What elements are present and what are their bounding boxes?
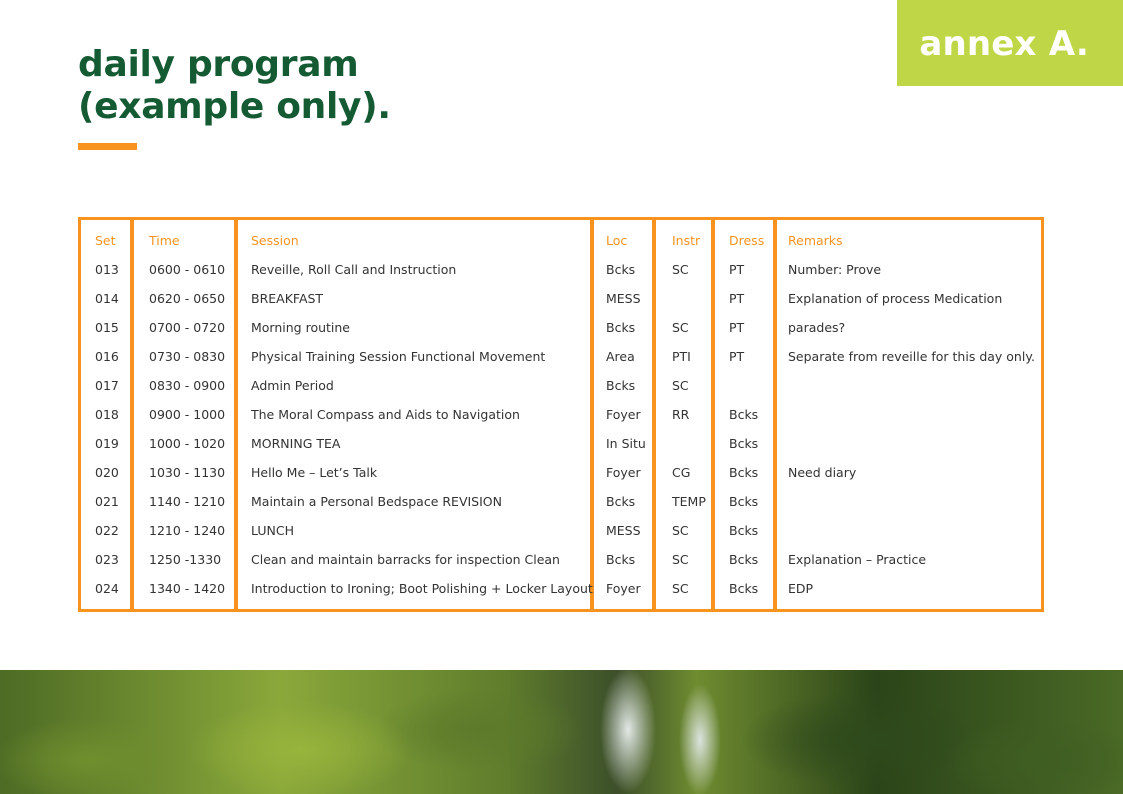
cell-remarks: Explanation – Practice	[788, 552, 927, 567]
cell-time: 0730 - 0830	[149, 349, 226, 364]
cell-time: 1140 - 1210	[149, 494, 226, 509]
cell-set: 016	[95, 349, 119, 364]
cell-time: 1250 -1330	[149, 552, 222, 567]
page-title-line-2: (example only).	[78, 86, 391, 127]
header-session: Session	[251, 233, 299, 248]
annex-label: annex A.	[919, 24, 1089, 64]
page-title-line-1: daily program	[78, 44, 359, 85]
cell-set: 022	[95, 523, 119, 538]
cell-set: 024	[95, 581, 119, 596]
cell-instr: PTI	[672, 349, 691, 364]
cell-loc: MESS	[606, 291, 641, 306]
cell-time: 0700 - 0720	[149, 320, 226, 335]
cell-loc: Bcks	[606, 378, 636, 393]
title-accent-bar	[78, 143, 137, 150]
cell-remarks: Separate from reveille for this day only.	[788, 349, 1035, 364]
cell-loc: Bcks	[606, 552, 636, 567]
cell-session: MORNING TEA	[251, 436, 341, 451]
cell-set: 019	[95, 436, 119, 451]
header-dress: Dress	[729, 233, 765, 248]
cell-dress: Bcks	[729, 494, 759, 509]
cell-loc: Foyer	[606, 581, 641, 596]
cell-loc: Foyer	[606, 465, 641, 480]
cell-time: 1340 - 1420	[149, 581, 226, 596]
cell-instr: TEMP	[672, 494, 706, 509]
cell-dress: Bcks	[729, 465, 759, 480]
cell-loc: Foyer	[606, 407, 641, 422]
cell-set: 017	[95, 378, 119, 393]
cell-session: LUNCH	[251, 523, 294, 538]
cell-dress: PT	[729, 262, 745, 277]
cell-session: Maintain a Personal Bedspace REVISION	[251, 494, 502, 509]
cell-instr: SC	[672, 552, 689, 567]
cell-dress: Bcks	[729, 552, 759, 567]
cell-set: 015	[95, 320, 119, 335]
cell-set: 018	[95, 407, 119, 422]
waterfall-forest-photo	[0, 670, 1123, 794]
cell-time: 0600 - 0610	[149, 262, 226, 277]
cell-loc: Bcks	[606, 494, 636, 509]
cell-instr: SC	[672, 262, 689, 277]
cell-dress: Bcks	[729, 407, 759, 422]
cell-session: Admin Period	[251, 378, 334, 393]
cell-session: Hello Me – Let’s Talk	[251, 465, 378, 480]
cell-loc: Bcks	[606, 320, 636, 335]
cell-instr: SC	[672, 378, 689, 393]
cell-loc: MESS	[606, 523, 641, 538]
cell-remarks: Need diary	[788, 465, 857, 480]
cell-instr: CG	[672, 465, 691, 480]
cell-dress: Bcks	[729, 581, 759, 596]
cell-set: 013	[95, 262, 119, 277]
cell-remarks: EDP	[788, 581, 814, 596]
cell-time: 0900 - 1000	[149, 407, 226, 422]
cell-instr: SC	[672, 320, 689, 335]
cell-time: 1210 - 1240	[149, 523, 226, 538]
cell-loc: Bcks	[606, 262, 636, 277]
cell-session: Clean and maintain barracks for inspection Clean	[251, 552, 560, 567]
cell-dress: PT	[729, 320, 745, 335]
cell-set: 020	[95, 465, 119, 480]
cell-time: 0620 - 0650	[149, 291, 226, 306]
header-instr: Instr	[672, 233, 701, 248]
cell-loc: In Situ	[606, 436, 646, 451]
cell-remarks: parades?	[788, 320, 846, 335]
cell-session: Physical Training Session Functional Movement	[251, 349, 546, 364]
cell-remarks: Explanation of process Medication	[788, 291, 1003, 306]
header-loc: Loc	[606, 233, 628, 248]
cell-set: 021	[95, 494, 119, 509]
cell-dress: Bcks	[729, 436, 759, 451]
cell-instr: SC	[672, 581, 689, 596]
cell-time: 0830 - 0900	[149, 378, 226, 393]
cell-set: 014	[95, 291, 119, 306]
cell-session: Introduction to Ironing; Boot Polishing + Locker Layout	[251, 581, 593, 596]
header-time: Time	[149, 233, 180, 248]
cell-set: 023	[95, 552, 119, 567]
header-remarks: Remarks	[788, 233, 843, 248]
page-title	[78, 44, 391, 128]
cell-time: 1030 - 1130	[149, 465, 226, 480]
cell-instr: SC	[672, 523, 689, 538]
cell-dress: PT	[729, 291, 745, 306]
schedule-table	[78, 217, 1044, 612]
cell-session: BREAKFAST	[251, 291, 324, 306]
header-set: Set	[95, 233, 116, 248]
annex-label-box	[897, 0, 1123, 86]
cell-session: The Moral Compass and Aids to Navigation	[251, 407, 520, 422]
cell-loc: Area	[606, 349, 635, 364]
cell-time: 1000 - 1020	[149, 436, 226, 451]
cell-session: Reveille, Roll Call and Instruction	[251, 262, 457, 277]
cell-remarks: Number: Prove	[788, 262, 882, 277]
cell-dress: Bcks	[729, 523, 759, 538]
cell-session: Morning routine	[251, 320, 350, 335]
cell-dress: PT	[729, 349, 745, 364]
cell-instr: RR	[672, 407, 690, 422]
